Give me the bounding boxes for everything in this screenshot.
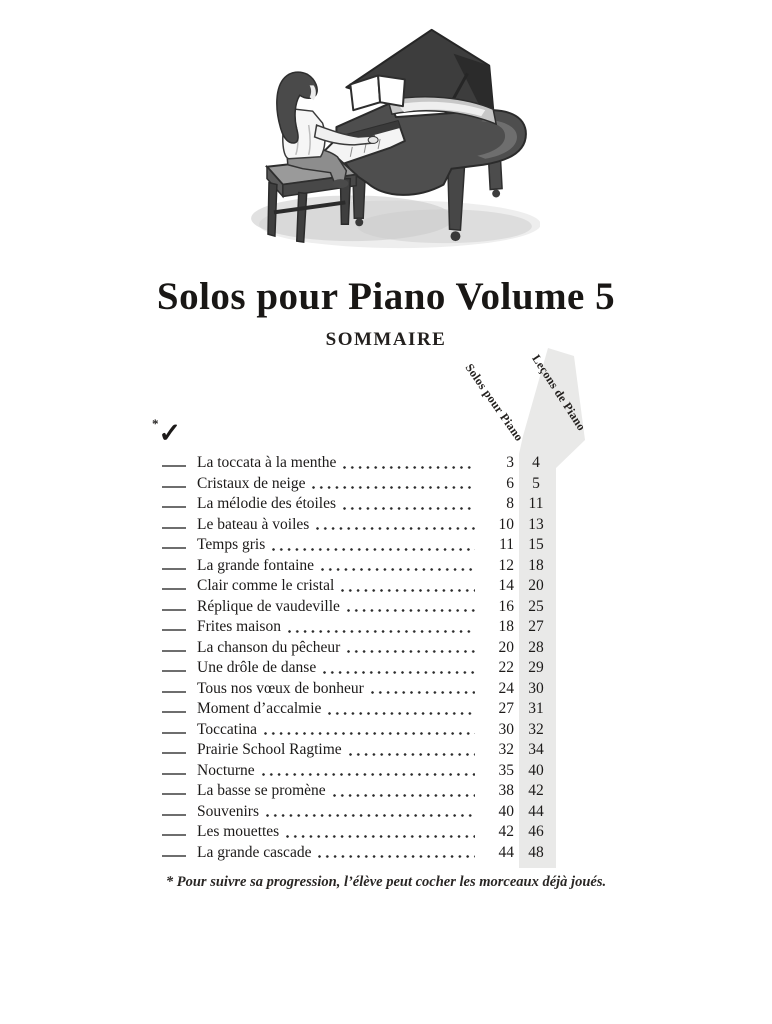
lecons-page-number: 4 <box>532 454 540 471</box>
page-subtitle: SOMMAIRE <box>325 329 447 350</box>
toc-row <box>162 760 550 781</box>
lecons-page-number: 34 <box>528 741 544 758</box>
toc-row <box>162 514 550 535</box>
dot-leader <box>264 732 475 735</box>
solos-page-number: 8 <box>506 495 514 512</box>
column-header-lecons: Leçons de Piano <box>529 352 589 434</box>
pianist-hand <box>368 136 378 143</box>
toc-row <box>162 452 550 473</box>
solos-page-number: 38 <box>498 782 514 799</box>
dot-leader <box>321 568 475 571</box>
dot-leader <box>347 609 475 612</box>
check-blank <box>162 657 186 672</box>
check-blank <box>162 739 186 754</box>
toc-row <box>162 739 550 760</box>
check-blank <box>162 534 186 549</box>
piece-title: Frites maison <box>197 618 281 635</box>
dot-leader <box>316 527 475 530</box>
solos-page-number: 6 <box>506 474 514 492</box>
solos-page-number: 35 <box>498 761 514 779</box>
dot-leader <box>371 691 475 694</box>
piece-title: La mélodie des étoiles <box>197 495 337 512</box>
solos-page-number: 22 <box>498 659 514 676</box>
toc-row <box>162 616 550 637</box>
solos-page-number: 42 <box>498 823 514 840</box>
toc-row <box>162 821 550 842</box>
lecons-page-number: 32 <box>528 720 544 738</box>
piece-title: Souvenirs <box>197 802 259 820</box>
piece-title: La basse se promène <box>197 782 326 799</box>
dot-leader <box>323 671 475 674</box>
solos-page-number: 44 <box>498 843 514 861</box>
lecons-page-number: 30 <box>528 679 544 697</box>
solos-page-number: 20 <box>498 638 514 656</box>
toc-row <box>162 596 550 617</box>
dot-leader <box>288 630 475 633</box>
dot-leader <box>347 650 475 653</box>
dot-leader <box>349 753 475 756</box>
piece-title: Cristaux de neige <box>197 474 306 492</box>
check-blank <box>162 821 186 836</box>
check-blank <box>162 760 186 775</box>
check-blank <box>162 616 186 631</box>
check-blank <box>162 596 186 611</box>
dot-leader <box>333 794 475 797</box>
solos-page-number: 12 <box>498 556 514 574</box>
piece-title: Temps gris <box>197 536 266 553</box>
check-blank <box>162 514 186 529</box>
solos-page-number: 32 <box>498 741 514 758</box>
pianist-shoe <box>332 179 348 188</box>
lecons-page-number: 40 <box>528 761 544 779</box>
toc-row <box>162 575 550 596</box>
lecons-page-number: 13 <box>528 515 544 533</box>
lecons-page-number: 28 <box>528 638 544 656</box>
dot-leader <box>318 855 475 858</box>
lecons-page-number: 25 <box>528 597 544 615</box>
check-blank <box>162 493 186 508</box>
sample-check <box>152 416 181 452</box>
check-blank <box>162 555 186 570</box>
toc-row <box>162 801 550 822</box>
lecons-page-number: 44 <box>528 802 544 820</box>
dot-leader <box>286 835 475 838</box>
lecons-page-number: 29 <box>528 659 544 676</box>
footnote: * Pour suivre sa progression, l’élève peut cocher les morceaux déjà joués. <box>165 874 607 890</box>
dot-leader <box>328 712 475 715</box>
page-title: Solos pour Piano Volume 5 <box>156 275 616 318</box>
check-blank <box>162 575 186 590</box>
toc-row <box>162 657 550 678</box>
dot-leader <box>341 589 475 592</box>
solos-page-number: 10 <box>498 515 514 533</box>
check-blank <box>162 719 186 734</box>
piece-title: La grande fontaine <box>197 556 315 574</box>
dot-leader <box>312 486 475 489</box>
dot-leader <box>262 773 475 776</box>
piece-title: Clair comme le cristal <box>197 577 335 594</box>
piece-title: La toccata à la menthe <box>197 454 337 471</box>
check-blank <box>162 801 186 816</box>
lecons-page-number: 5 <box>532 474 540 492</box>
solos-page-number: 18 <box>498 618 514 635</box>
lecons-page-number: 18 <box>528 556 544 574</box>
lecons-page-number: 46 <box>528 823 544 840</box>
dot-leader <box>266 814 475 817</box>
lecons-page-number: 20 <box>528 577 544 594</box>
check-blank <box>162 698 186 713</box>
dot-leader <box>343 466 475 469</box>
solos-page-number: 14 <box>498 577 514 594</box>
piece-title: La grande cascade <box>197 843 312 861</box>
solos-page-number: 3 <box>506 454 514 471</box>
toc-row <box>162 493 550 514</box>
check-icon: ✓ <box>158 418 182 448</box>
lecons-page-number: 48 <box>528 843 544 861</box>
solos-page-number: 11 <box>499 536 514 553</box>
toc-row <box>162 719 550 740</box>
solos-page-number: 27 <box>498 700 514 717</box>
piece-title: Prairie School Ragtime <box>197 741 342 758</box>
piece-title: Tous nos vœux de bonheur <box>197 679 364 697</box>
piece-title: Toccatina <box>197 720 258 738</box>
toc-row <box>162 637 550 658</box>
check-blank <box>162 637 186 652</box>
column-header-solos: Solos pour Piano <box>462 361 527 444</box>
lecons-page-number: 15 <box>528 536 544 553</box>
lecons-page-number: 27 <box>528 618 544 635</box>
solos-page-number: 16 <box>498 597 514 615</box>
toc-row <box>162 473 550 494</box>
toc-row <box>162 678 550 699</box>
piece-title: Les mouettes <box>197 823 280 840</box>
solos-page-number: 40 <box>498 802 514 820</box>
piece-title: Le bateau à voiles <box>197 515 310 533</box>
check-asterisk: * <box>152 416 159 431</box>
toc-list <box>162 452 550 862</box>
solos-page-number: 24 <box>498 679 514 697</box>
toc-row <box>162 780 550 801</box>
check-blank <box>162 842 186 857</box>
lecons-page-number: 31 <box>528 700 544 717</box>
toc-row <box>162 842 550 863</box>
piece-title: Moment d’accalmie <box>197 700 322 717</box>
check-blank <box>162 678 186 693</box>
toc-row <box>162 534 550 555</box>
toc-row <box>162 555 550 576</box>
solos-page-number: 30 <box>498 720 514 738</box>
piece-title: Réplique de vaudeville <box>197 597 340 615</box>
lecons-page-number: 11 <box>528 495 544 512</box>
piece-title: Nocturne <box>197 761 255 779</box>
dot-leader <box>272 548 475 551</box>
piece-title: Une drôle de danse <box>197 659 317 676</box>
lecons-page-number: 42 <box>528 782 544 799</box>
dot-leader <box>343 507 475 510</box>
check-blank <box>162 780 186 795</box>
pianist-illustration <box>240 8 540 256</box>
check-blank <box>162 473 186 488</box>
check-blank <box>162 452 186 467</box>
piece-title: La chanson du pêcheur <box>197 638 341 656</box>
toc-row <box>162 698 550 719</box>
